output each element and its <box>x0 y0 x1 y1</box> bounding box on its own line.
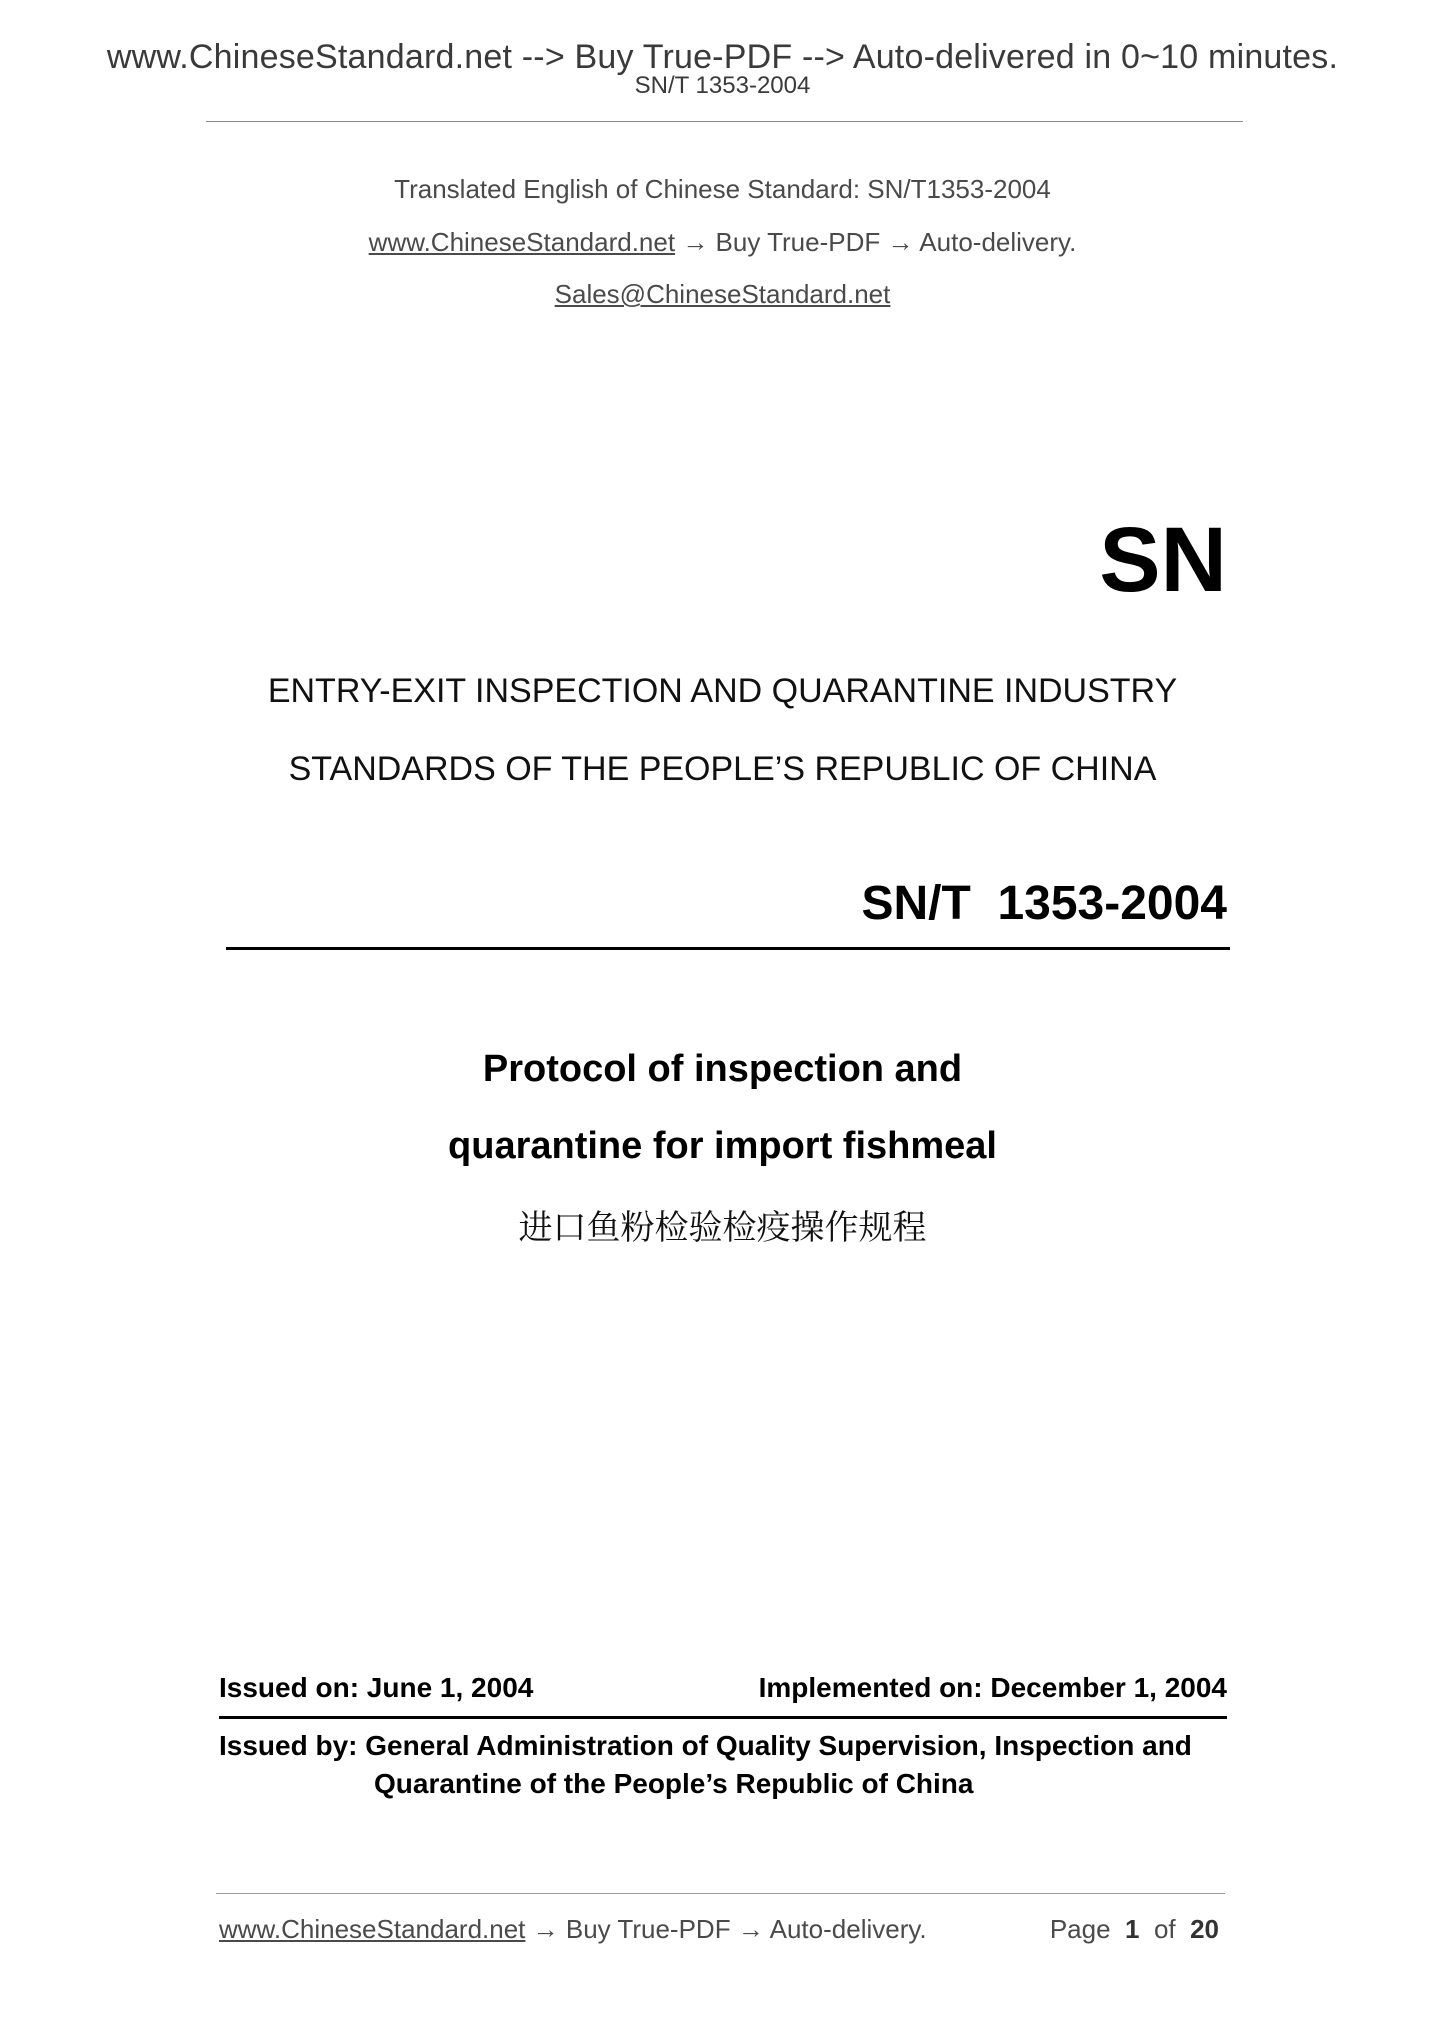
email-line <box>0 279 1445 310</box>
buy-text: Buy True-PDF <box>715 227 881 257</box>
site-link[interactable]: www.ChineseStandard.net <box>368 227 676 257</box>
issued-by-line1: Issued by: General Administration of Quality Supervision, Inspection and <box>219 1730 1192 1761</box>
page-indicator <box>1050 1914 1219 1945</box>
document-title-chinese: 进口鱼粉检验检疫操作规程 <box>518 1208 927 1248</box>
page-label: Page <box>1049 1914 1111 1944</box>
of-label: of <box>1153 1914 1176 1944</box>
footer-purchase-line <box>219 1914 927 1945</box>
footer-delivery-text: Auto-delivery. <box>769 1914 927 1944</box>
page-total: 20 <box>1190 1914 1219 1944</box>
arrow-right-icon: → <box>887 227 914 257</box>
issued-on-date: Issued on: June 1, 2004 <box>219 1672 534 1703</box>
footer-divider <box>216 1893 1225 1894</box>
standard-code: SN/T 1353-2004 <box>861 877 1227 930</box>
document-title-line1: Protocol of inspection and <box>482 1048 963 1090</box>
arrow-right-icon: → <box>737 1914 764 1944</box>
industry-heading-line1: ENTRY-EXIT INSPECTION AND QUARANTINE INDUSTRY <box>267 672 1178 710</box>
standard-code-divider <box>226 947 1230 950</box>
footer-buy-text: Buy True-PDF <box>565 1914 731 1944</box>
delivery-text: Auto-delivery. <box>919 227 1077 257</box>
translation-notice: Translated English of Chinese Standard: SN/T1353-2004 <box>394 174 1051 204</box>
sn-logo-text: SN <box>1099 509 1227 611</box>
issue-divider <box>219 1716 1227 1719</box>
document-title-line2: quarantine for import fishmeal <box>448 1125 997 1167</box>
footer-site-link[interactable]: www.ChineseStandard.net <box>219 1914 526 1944</box>
arrow-right-icon: → <box>532 1914 559 1944</box>
issued-by-line2: Quarantine of the People’s Republic of China <box>374 1768 974 1799</box>
top-banner[interactable]: www.ChineseStandard.net --> Buy True-PDF --> Auto-delivered in 0~10 minutes. <box>106 38 1339 76</box>
sales-email-link[interactable]: Sales@ChineseStandard.net <box>554 279 891 309</box>
arrow-right-icon: → <box>682 227 709 257</box>
header-divider <box>206 121 1243 122</box>
industry-heading-line2: STANDARDS OF THE PEOPLE’S REPUBLIC OF CHINA <box>288 750 1157 788</box>
purchase-line <box>0 227 1445 258</box>
page-number: 1 <box>1125 1914 1140 1944</box>
header-standard-code: SN/T 1353-2004 <box>634 72 811 99</box>
implemented-on-date: Implemented on: December 1, 2004 <box>758 1672 1227 1703</box>
